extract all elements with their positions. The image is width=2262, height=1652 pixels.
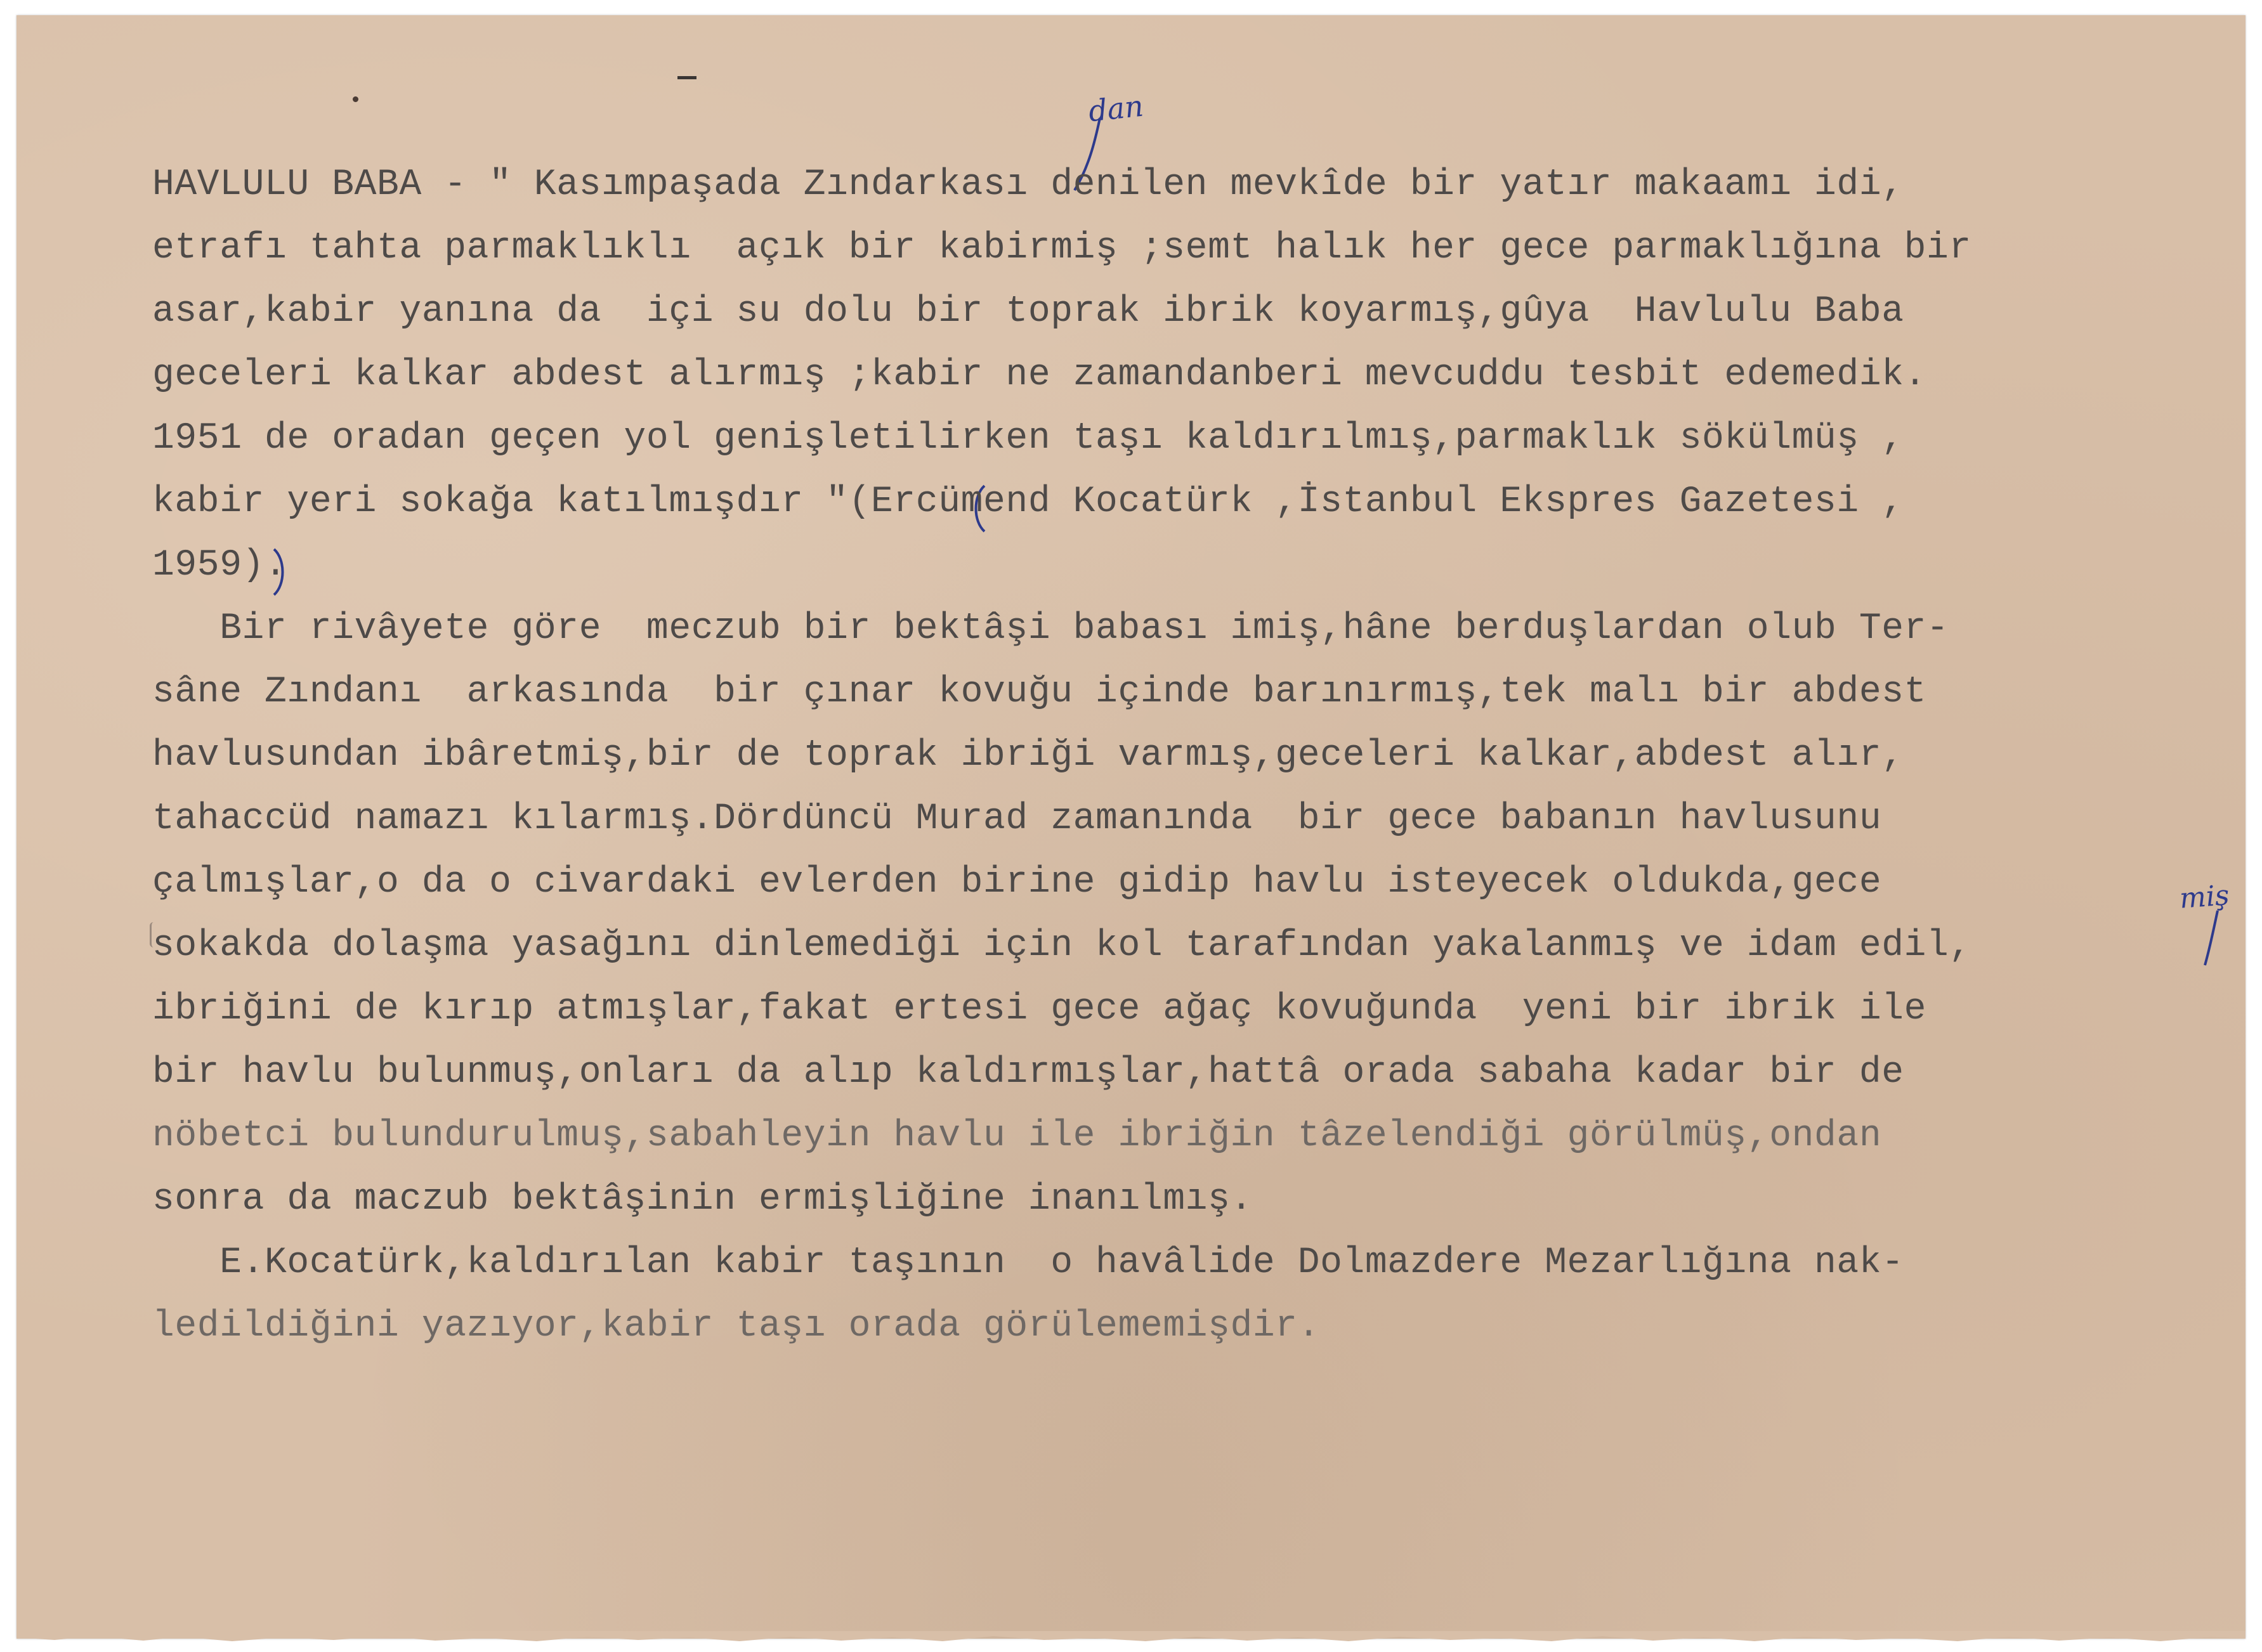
text-line: etrafı tahta parmaklıklı açık bir kabirmiş ;semt halık her gece parmaklığına bir [152, 228, 1971, 269]
typewritten-page [16, 15, 2246, 1639]
text-line: 1951 de oradan geçen yol genişletilirken taşı kaldırılmış,parmaklık sökülmüş , [152, 418, 1904, 459]
ink-dot-mark [353, 96, 358, 102]
text-line: sokakda dolaşma yasağını dinlemediği için kol tarafından yakalanmış ve idam edil, [152, 925, 1971, 966]
text-line: nöbetci bulundurulmuş,sabahleyin havlu ile ibriğin tâzelendiği görülmüş,ondan [152, 1115, 1882, 1157]
text-line: ibriğini de kırıp atmışlar,fakat ertesi gece ağaç kovuğunda yeni bir ibrik ile [152, 989, 1927, 1030]
ink-dash-mark [677, 76, 696, 79]
text-line: çalmışlar,o da o civardaki evlerden birine gidip havlu isteyecek oldukda,gece [152, 862, 1882, 903]
text-line: ledildiğini yazıyor,kabir taşı orada görülememişdir. [152, 1306, 1321, 1347]
text-line: havlusundan ibâretmiş,bir de toprak ibriği varmış,geceleri kalkar,abdest alır, [152, 735, 1904, 776]
text-line: Bir rivâyete göre meczub bir bektâşi babası imiş,hâne berduşlardan olub Ter- [152, 608, 1949, 649]
text-line: E.Kocatürk,kaldırılan kabir taşının o havâlide Dolmazdere Mezarlığına nak- [152, 1242, 1904, 1284]
text-line: kabir yeri sokağa katılmışdır "(Ercümend Kocatürk ,İstanbul Ekspres Gazetesi , [152, 481, 1904, 523]
text-line: tahaccüd namazı kılarmış.Dördüncü Murad zamanında bir gece babanın havlusunu [152, 798, 1882, 840]
text-line: geceleri kalkar abdest alırmış ;kabir ne zamandanberi mevcuddu tesbit edemedik. [152, 354, 1927, 396]
handwritten-annotation-mis: miş [2178, 879, 2231, 915]
text-line: asar,kabir yanına da içi su dolu bir toprak ibrik koyarmış,gûya Havlulu Baba [152, 291, 1904, 332]
handwritten-annotation-dan: dan [1087, 88, 1146, 129]
text-line: sonra da maczub bektâşinin ermişliğine inanılmış. [152, 1179, 1253, 1220]
text-line: 1959). [152, 545, 287, 586]
text-line: sâne Zındanı arkasında bir çınar kovuğu içinde barınırmış,tek malı bir abdest [152, 672, 1927, 713]
text-line: HAVLULU BABA - " Kasımpaşada Zındarkası denilen mevkîde bir yatır makaamı idi, [152, 164, 1904, 205]
torn-paper-edge [16, 1631, 2246, 1644]
text-line: bir havlu bulunmuş,onları da alıp kaldırmışlar,hattâ orada sabaha kadar bir de [152, 1052, 1904, 1093]
typed-text-block [152, 153, 2220, 1358]
